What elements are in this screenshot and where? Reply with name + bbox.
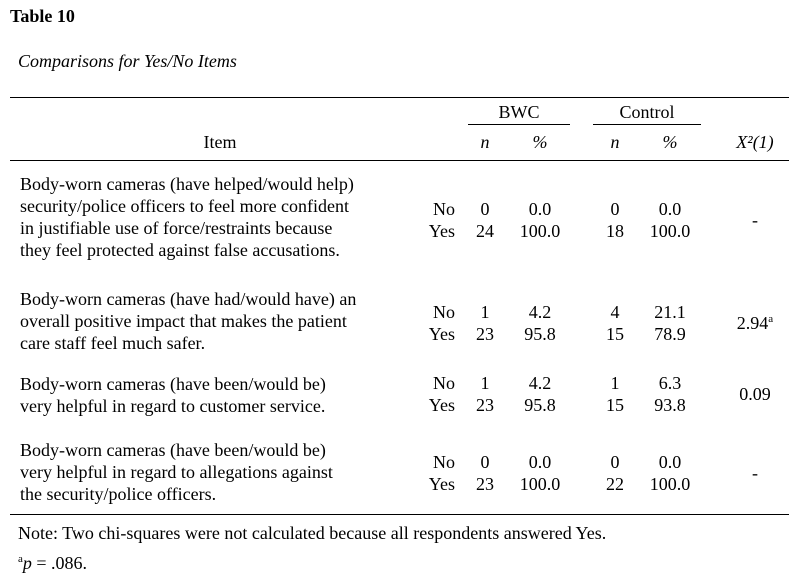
control-pct-no: 6.3	[658, 373, 682, 393]
bwc-n-no: 1	[480, 302, 490, 322]
chi-square-value: -	[752, 463, 758, 483]
control-n-yes: 18	[606, 221, 624, 241]
control-pct-no: 0.0	[658, 452, 682, 472]
item-line: very helpful in regard to allegations against	[20, 462, 333, 482]
response-yes: Yes	[428, 395, 455, 415]
bwc-pct-no: 4.2	[528, 373, 552, 393]
group-header-control: Control	[619, 102, 675, 122]
table-row-item	[20, 373, 415, 417]
item-line: overall positive impact that makes the patient	[20, 311, 347, 331]
table-caption: Comparisons for Yes/No Items	[18, 51, 237, 71]
response-no: No	[433, 199, 455, 219]
bwc-n-no: 0	[480, 199, 490, 219]
chi-square-value: 0.09	[739, 384, 771, 404]
bwc-n-yes: 23	[476, 395, 494, 415]
bwc-n-yes: 23	[476, 474, 494, 494]
chi-square-value: 2.94$^a$	[736, 313, 774, 333]
bwc-group-rule	[468, 124, 570, 125]
header-rule	[10, 160, 789, 161]
top-rule	[10, 97, 789, 98]
control-n-no: 1	[610, 373, 620, 393]
control-group-rule	[593, 124, 701, 125]
column-header-item: Item	[203, 132, 237, 152]
response-no: No	[433, 373, 455, 393]
item-line: Body-worn cameras (have been/would be)	[20, 374, 326, 394]
column-header-bwc-pct: %	[532, 132, 548, 152]
control-pct-no: 21.1	[654, 302, 686, 322]
bwc-pct-yes: 100.0	[519, 221, 561, 241]
table-row-item	[20, 173, 415, 261]
item-line: the security/police officers.	[20, 484, 217, 504]
control-pct-yes: 78.9	[654, 324, 686, 344]
control-n-no: 4	[610, 302, 620, 322]
bwc-pct-no: 4.2	[528, 302, 552, 322]
column-header-control-pct: %	[662, 132, 678, 152]
control-n-yes: 22	[606, 474, 624, 494]
control-pct-no: 0.0	[658, 199, 682, 219]
bottom-rule	[10, 514, 789, 515]
item-line: security/police officers to feel more confident	[20, 196, 350, 216]
response-no: No	[433, 452, 455, 472]
response-no: No	[433, 302, 455, 322]
item-line: Body-worn cameras (have been/would be)	[20, 440, 326, 460]
control-n-no: 0	[610, 199, 620, 219]
column-header-control-n: n	[610, 132, 620, 152]
control-pct-yes: 100.0	[649, 221, 691, 241]
column-header-chi-square: X²(1)	[736, 132, 774, 152]
control-pct-yes: 100.0	[649, 474, 691, 494]
bwc-pct-yes: 100.0	[519, 474, 561, 494]
bwc-n-no: 0	[480, 452, 490, 472]
bwc-pct-no: 0.0	[528, 452, 552, 472]
bwc-n-yes: 23	[476, 324, 494, 344]
bwc-n-no: 1	[480, 373, 490, 393]
control-n-no: 0	[610, 452, 620, 472]
control-pct-yes: 93.8	[654, 395, 686, 415]
response-yes: Yes	[428, 221, 455, 241]
item-line: Body-worn cameras (have had/would have) an	[20, 289, 357, 309]
group-header-bwc: BWC	[498, 102, 540, 122]
item-line: very helpful in regard to customer service.	[20, 396, 326, 416]
response-yes: Yes	[428, 324, 455, 344]
bwc-pct-yes: 95.8	[524, 324, 556, 344]
table-row-item	[20, 288, 415, 354]
control-n-yes: 15	[606, 395, 624, 415]
table-note: Note: Two chi-squares were not calculated because all respondents answered Yes.	[18, 523, 607, 543]
bwc-pct-yes: 95.8	[524, 395, 556, 415]
table-footnote: $^a$p = .086.	[18, 553, 88, 573]
bwc-pct-no: 0.0	[528, 199, 552, 219]
control-n-yes: 15	[606, 324, 624, 344]
response-yes: Yes	[428, 474, 455, 494]
item-line: in justifiable use of force/restraints because	[20, 218, 333, 238]
item-line: Body-worn cameras (have helped/would help)	[20, 174, 354, 194]
item-line: care staff feel much safer.	[20, 333, 206, 353]
table-number: Table 10	[10, 6, 75, 26]
table-row-item	[20, 439, 415, 505]
bwc-n-yes: 24	[476, 221, 494, 241]
chi-square-value: -	[752, 210, 758, 230]
item-line: they feel protected against false accusations.	[20, 240, 340, 260]
column-header-bwc-n: n	[480, 132, 490, 152]
